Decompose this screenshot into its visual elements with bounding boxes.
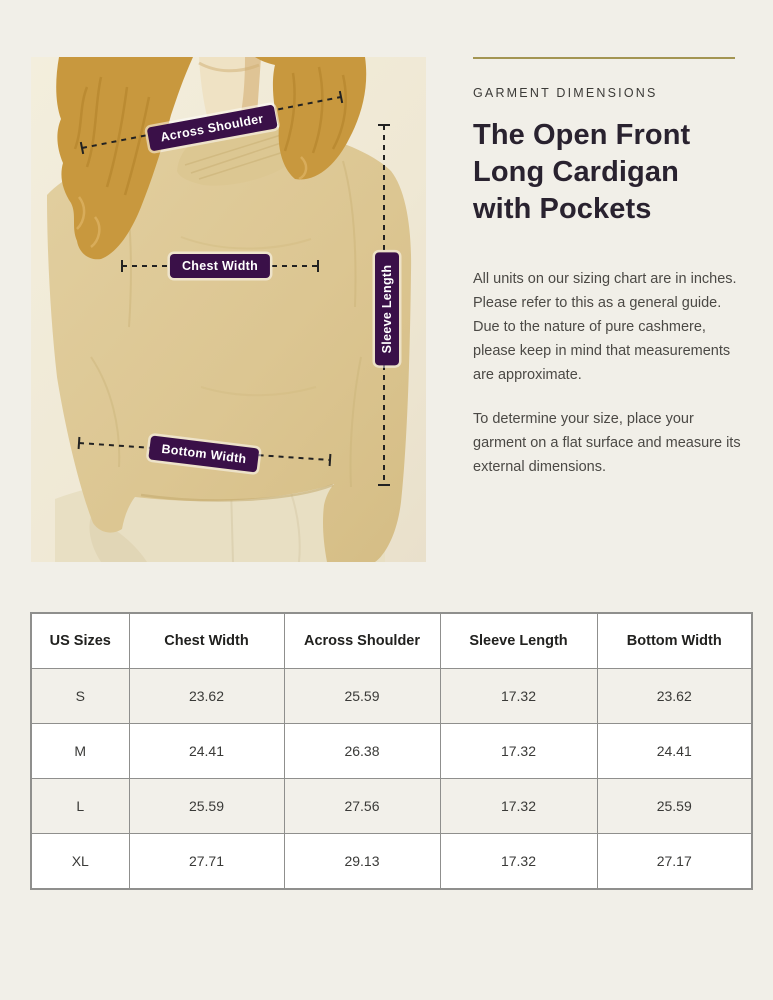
- size-label: M: [31, 724, 129, 779]
- table-cell: 17.32: [440, 834, 597, 890]
- table-cell: 23.62: [129, 669, 284, 724]
- table-row: [31, 834, 752, 890]
- table-cell: 25.59: [284, 669, 440, 724]
- table-cell: 27.71: [129, 834, 284, 890]
- col-header-sleeve-length: Sleeve Length: [440, 613, 597, 669]
- table-cell: 23.62: [597, 669, 752, 724]
- table-cell: 24.41: [129, 724, 284, 779]
- garment-photo: [31, 57, 426, 562]
- measure-instructions-paragraph: To determine your size, place your garment on a flat surface and measure its external dimensions.: [473, 411, 741, 475]
- product-title: [473, 117, 739, 228]
- section-eyebrow: GARMENT DIMENSIONS: [473, 86, 658, 100]
- table-row: [31, 669, 752, 724]
- info-column: [473, 57, 739, 479]
- sleeve-length-badge: Sleeve Length: [375, 253, 399, 366]
- col-header-across-shoulder: Across Shoulder: [284, 613, 440, 669]
- bottom-width-badge: Bottom Width: [148, 435, 260, 472]
- table-cell: 26.38: [284, 724, 440, 779]
- table-cell: 17.32: [440, 669, 597, 724]
- table-row: [31, 779, 752, 834]
- table-header-row: [31, 613, 752, 669]
- table-row: [31, 724, 752, 779]
- table-cell: 29.13: [284, 834, 440, 890]
- size-label: S: [31, 669, 129, 724]
- product-title-line-2: Long Cardigan: [473, 156, 679, 188]
- table-cell: 25.59: [129, 779, 284, 834]
- table-cell: 27.17: [597, 834, 752, 890]
- table-cell: 25.59: [597, 779, 752, 834]
- size-label: XL: [31, 834, 129, 890]
- chest-width-badge: Chest Width: [170, 254, 270, 278]
- gold-divider: [473, 57, 735, 59]
- size-label: L: [31, 779, 129, 834]
- col-header-bottom-width: Bottom Width: [597, 613, 752, 669]
- table-cell: 17.32: [440, 724, 597, 779]
- table-cell: 17.32: [440, 779, 597, 834]
- col-header-chest-width: Chest Width: [129, 613, 284, 669]
- sizing-note-paragraph: All units on our sizing chart are in inches. Please refer to this as a general guide. Due to the nature of pure cashmere, please keep in mind that measurements are approximate.: [473, 271, 737, 383]
- table-cell: 27.56: [284, 779, 440, 834]
- table-cell: 24.41: [597, 724, 752, 779]
- size-chart-table: [30, 612, 753, 890]
- col-header-us-sizes: US Sizes: [31, 613, 129, 669]
- across-shoulder-badge: Across Shoulder: [147, 104, 278, 151]
- product-title-line-1: The Open Front: [473, 119, 691, 151]
- product-title-line-3: with Pockets: [473, 193, 652, 225]
